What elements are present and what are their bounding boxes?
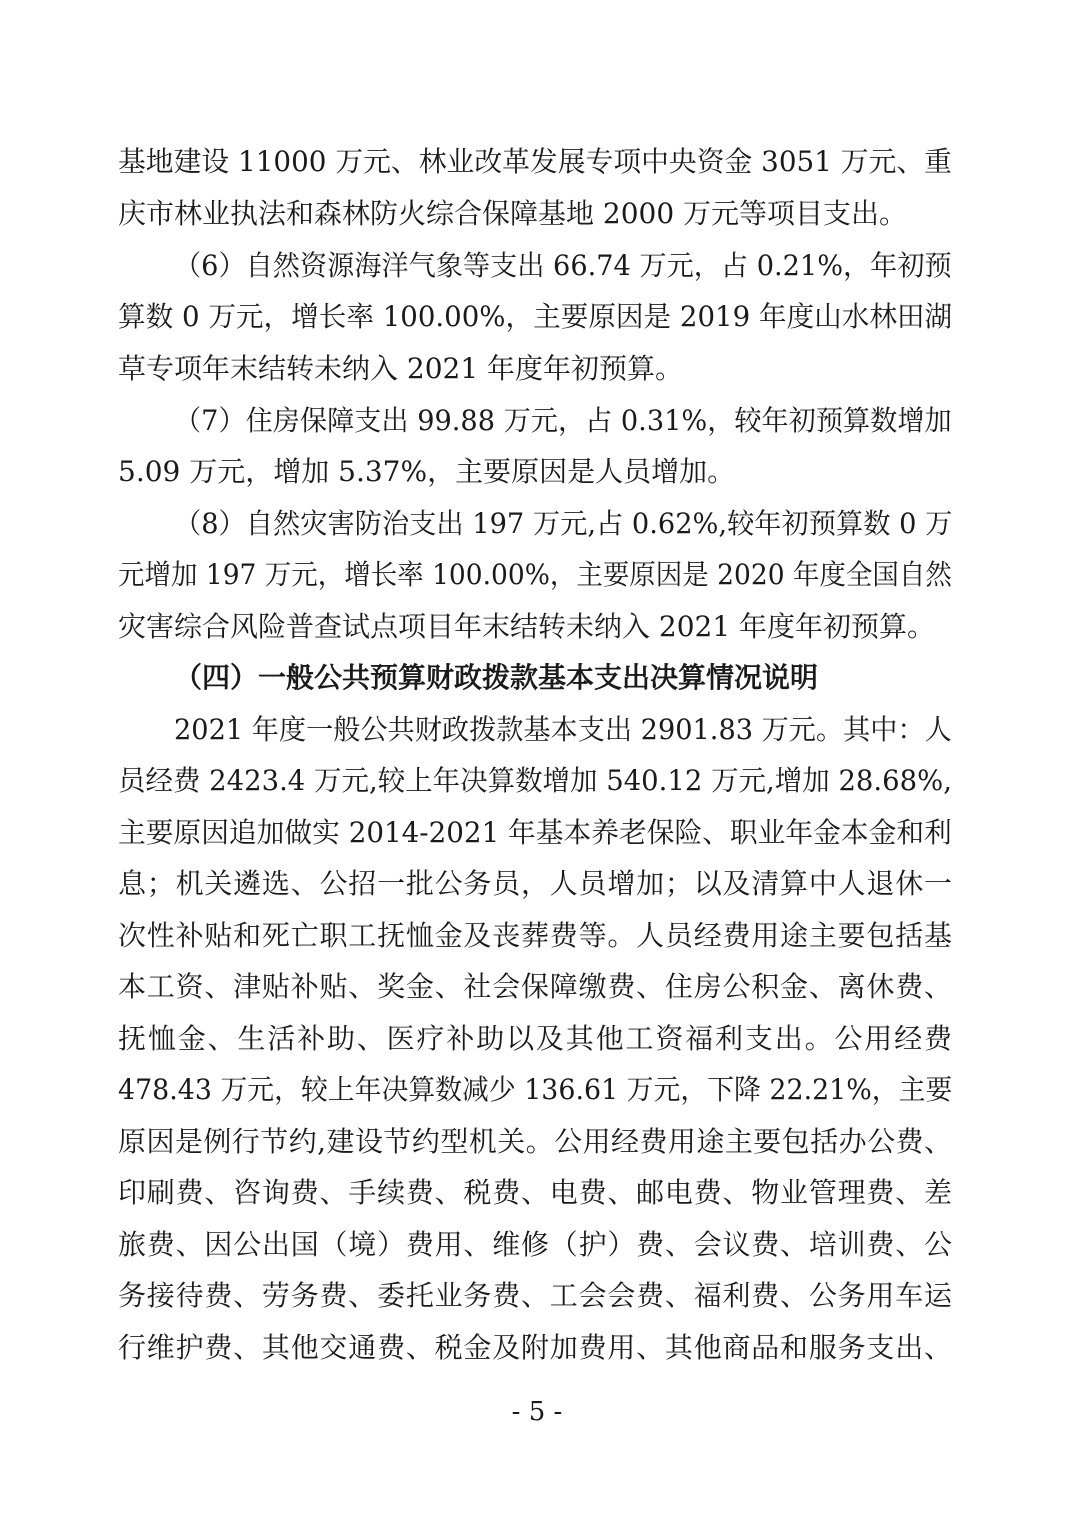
- body-text-line: 原因是例行节约,建设节约型机关。公用经费用途主要包括办公费、: [118, 1125, 952, 1158]
- body-text-line: 元增加 197 万元，增长率 100.00%，主要原因是 2020 年度全国自然: [118, 558, 952, 591]
- paragraph-8-line: （8）自然灾害防治支出 197 万元,占 0.62%,较年初预算数 0 万: [174, 507, 953, 540]
- body-text-line: 灾害综合风险普查试点项目年末结转未纳入 2021 年度年初预算。: [118, 610, 936, 643]
- body-text-line: 务接待费、劳务费、委托业务费、工会会费、福利费、公务用车运: [118, 1279, 952, 1312]
- body-text-line: 主要原因追加做实 2014-2021 年基本养老保险、职业年金本金和利: [118, 816, 952, 849]
- paragraph-line: 2021 年度一般公共财政拨款基本支出 2901.83 万元。其中：人: [174, 713, 952, 746]
- body-text-line: 行维护费、其他交通费、税金及附加费用、其他商品和服务支出、: [118, 1331, 952, 1364]
- body-text-line: 5.09 万元，增加 5.37%，主要原因是人员增加。: [118, 455, 736, 488]
- body-text-line: 本工资、津贴补贴、奖金、社会保障缴费、住房公积金、离休费、: [118, 970, 952, 1003]
- body-text-line: 庆市林业执法和森林防火综合保障基地 2000 万元等项目支出。: [118, 197, 908, 230]
- page-number: - 5 -: [511, 1397, 563, 1427]
- body-text-line: 478.43 万元，较上年决算数减少 136.61 万元，下降 22.21%，主要: [118, 1073, 953, 1106]
- body-text-line: 抚恤金、生活补助、医疗补助以及其他工资福利支出。公用经费: [118, 1022, 952, 1055]
- paragraph-6-line: （6）自然资源海洋气象等支出 66.74 万元，占 0.21%，年初预: [174, 249, 952, 282]
- body-text-line: 次性补贴和死亡职工抚恤金及丧葬费等。人员经费用途主要包括基: [118, 919, 952, 952]
- body-text-line: 员经费 2423.4 万元,较上年决算数增加 540.12 万元,增加 28.68%,: [118, 764, 952, 797]
- body-text-line: 息；机关遴选、公招一批公务员，人员增加；以及清算中人退休一: [118, 867, 952, 900]
- body-text-line: 旅费、因公出国（境）费用、维修（护）费、会议费、培训费、公: [118, 1228, 952, 1261]
- body-text-line: 基地建设 11000 万元、林业改革发展专项中央资金 3051 万元、重: [118, 145, 952, 178]
- body-text-line: 草专项年末结转未纳入 2021 年度年初预算。: [118, 352, 684, 385]
- section-heading: （四）一般公共预算财政拨款基本支出决算情况说明: [174, 661, 819, 694]
- body-text-line: 算数 0 万元，增长率 100.00%，主要原因是 2019 年度山水林田湖: [118, 300, 953, 333]
- paragraph-7-line: （7）住房保障支出 99.88 万元，占 0.31%，较年初预算数增加: [174, 404, 952, 437]
- body-text-line: 印刷费、咨询费、手续费、税费、电费、邮电费、物业管理费、差: [118, 1176, 952, 1209]
